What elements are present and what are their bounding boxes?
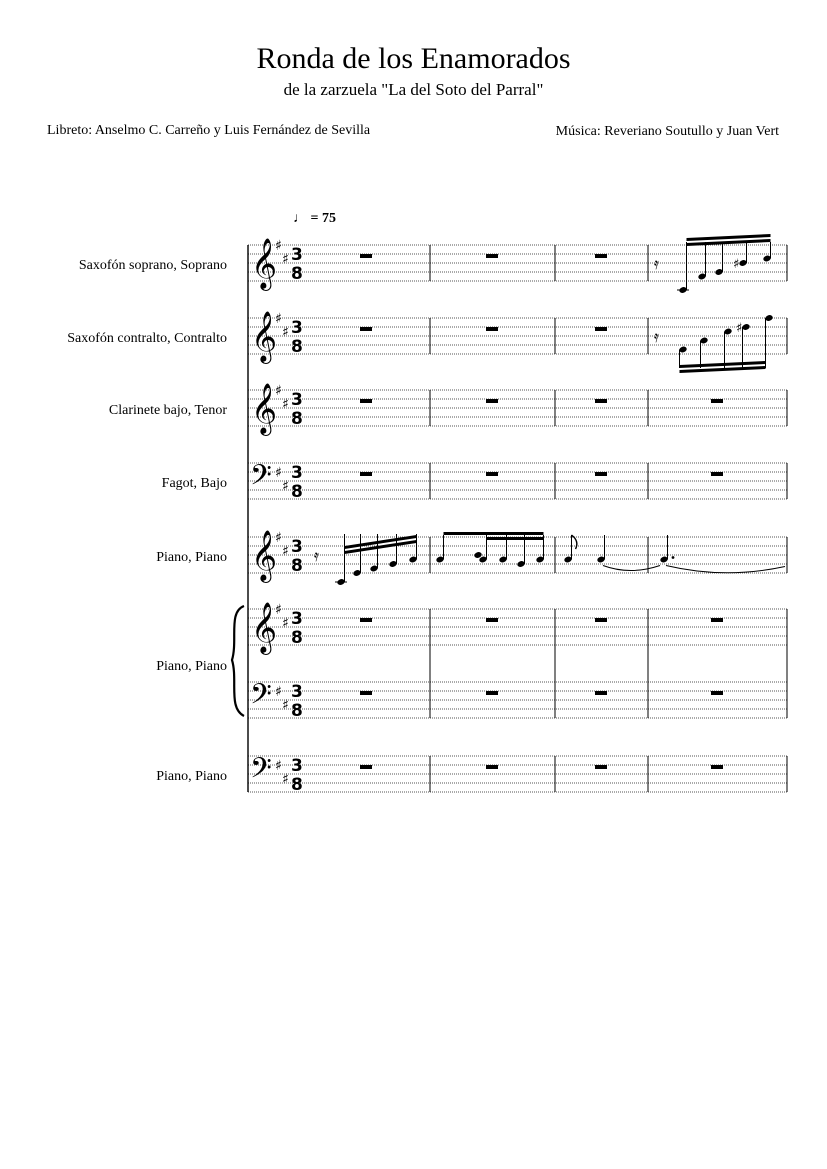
sixteenth-rest-icon: 𝄿 [654, 254, 659, 273]
sharp-icon: ♯ [282, 697, 289, 714]
measure-rest [360, 618, 372, 622]
measure-rest [360, 691, 372, 695]
time-signature-numerator: 3 [291, 390, 303, 410]
bass-clef-icon: 𝄢 [250, 459, 272, 499]
time-signature-denominator: 8 [291, 264, 303, 284]
measure-rest [360, 472, 372, 476]
measure-rest [711, 618, 723, 622]
measure-rest [486, 618, 498, 622]
score-subtitle: de la zarzuela "La del Soto del Parral" [283, 80, 544, 99]
treble-clef-icon: 𝄞 [251, 602, 278, 653]
measure-rest [595, 399, 607, 403]
time-signature-numerator: 3 [291, 609, 303, 629]
instrument-label-alto-sax: Saxofón contralto, Contralto [67, 331, 227, 346]
instrument-label-bassoon: Fagot, Bajo [161, 476, 227, 491]
bass-clef-icon: 𝄢 [250, 678, 272, 718]
time-signature-denominator: 8 [291, 775, 303, 795]
measure-rest [486, 691, 498, 695]
instrument-label-piano-3: Piano, Piano [156, 769, 227, 784]
time-signature-numerator: 3 [291, 756, 303, 776]
treble-clef-icon: 𝄞 [251, 383, 278, 434]
measure-rest [711, 691, 723, 695]
sharp-icon: ♯ [282, 543, 289, 560]
measure-rest [595, 327, 607, 331]
time-signature-numerator: 3 [291, 682, 303, 702]
measure-rest [486, 472, 498, 476]
treble-clef-icon: 𝄞 [251, 238, 278, 289]
measure-rest [711, 399, 723, 403]
sharp-icon: ♯ [282, 251, 289, 268]
instrument-label-piano-1: Piano, Piano [156, 550, 227, 565]
accidental-sharp-icon: ♯ [733, 257, 740, 272]
beam [487, 537, 544, 540]
measure-rest [595, 691, 607, 695]
sharp-icon: ♯ [275, 758, 282, 774]
treble-clef-icon: 𝄞 [251, 311, 278, 362]
sharp-icon: ♯ [282, 615, 289, 632]
instrument-label-soprano-sax: Saxofón soprano, Soprano [78, 258, 227, 273]
time-signature-denominator: 8 [291, 409, 303, 429]
instrument-label-piano-2: Piano, Piano [156, 659, 227, 674]
time-signature-numerator: 3 [291, 537, 303, 557]
sharp-icon: ♯ [275, 383, 282, 399]
beam [444, 532, 544, 535]
time-signature-denominator: 8 [291, 337, 303, 357]
sharp-icon: ♯ [275, 238, 282, 254]
tie [603, 566, 660, 571]
time-signature-denominator: 8 [291, 701, 303, 721]
augmentation-dot [672, 556, 675, 559]
instrument-label-bass-clarinet: Clarinete bajo, Tenor [108, 403, 227, 418]
sharp-icon: ♯ [275, 602, 282, 618]
treble-clef-icon: 𝄞 [251, 530, 278, 581]
measure-rest [595, 765, 607, 769]
score-title: Ronda de los Enamorados [256, 42, 571, 75]
sharp-icon: ♯ [282, 396, 289, 413]
time-signature-denominator: 8 [291, 628, 303, 648]
measure-rest [595, 618, 607, 622]
measure-rest [360, 399, 372, 403]
sharp-icon: ♯ [275, 465, 282, 481]
time-signature-numerator: 3 [291, 245, 303, 265]
measure-rest [711, 472, 723, 476]
measure-rest [360, 765, 372, 769]
tie [666, 566, 785, 573]
measure-rest [486, 765, 498, 769]
accidental-sharp-icon: ♯ [736, 321, 743, 336]
measure-rest [360, 254, 372, 258]
sharp-icon: ♯ [275, 311, 282, 327]
measure-rest [711, 765, 723, 769]
tempo-value: = 75 [310, 211, 336, 226]
lyricist-credit: Libreto: Anselmo C. Carreño y Luis Fernández de Sevilla [47, 123, 371, 138]
sharp-icon: ♯ [282, 478, 289, 495]
sixteenth-rest-icon: 𝄿 [314, 546, 319, 565]
measure-rest [486, 254, 498, 258]
measure-rest [360, 327, 372, 331]
composer-credit: Música: Reveriano Soutullo y Juan Vert [555, 124, 779, 139]
time-signature-denominator: 8 [291, 556, 303, 576]
time-signature-numerator: 3 [291, 318, 303, 338]
measure-rest [486, 399, 498, 403]
measure-rest [595, 472, 607, 476]
measure-rest [595, 254, 607, 258]
grand-staff-brace [232, 606, 244, 716]
quarter-note-icon: ♩ [293, 211, 307, 226]
sharp-icon: ♯ [275, 684, 282, 700]
sharp-icon: ♯ [275, 530, 282, 546]
bass-clef-icon: 𝄢 [250, 752, 272, 792]
measure-rest [486, 327, 498, 331]
sixteenth-rest-icon: 𝄿 [654, 327, 659, 346]
sharp-icon: ♯ [282, 324, 289, 341]
time-signature-numerator: 3 [291, 463, 303, 483]
time-signature-denominator: 8 [291, 482, 303, 502]
sharp-icon: ♯ [282, 771, 289, 788]
